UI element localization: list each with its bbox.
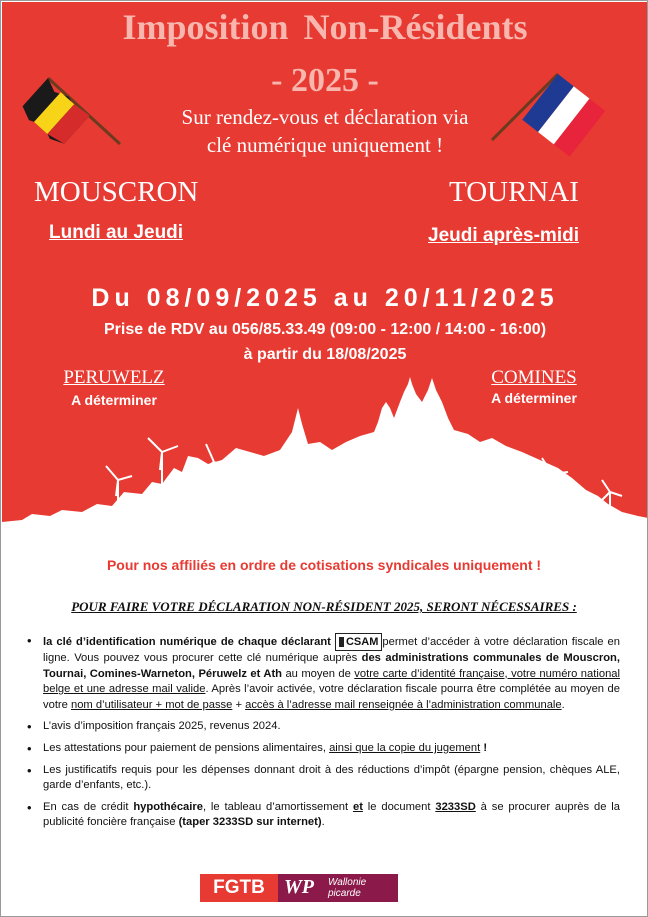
peruwelz-status: A déterminer	[71, 392, 157, 408]
list-item	[25, 741, 620, 757]
city-tournai: TOURNAI	[449, 176, 579, 208]
csam-text-f: . Après l’avoir activée, votre déclaration fiscale pourra être complétée au moyen de votre	[43, 683, 620, 711]
mouscron-days: Lundi au Jeudi	[49, 222, 184, 243]
subtitle-line-1: Sur rendez-vous et déclaration via	[181, 105, 469, 129]
tournai-days: Jeudi après-midi	[428, 225, 579, 246]
list-item	[25, 800, 620, 831]
alimony-a: Les attestations pour paiement de pensions alimentaires,	[43, 741, 330, 754]
mortgage-g: à se procurer auprès de la publicité foncière française	[43, 800, 620, 829]
mortgage-h: (taper 3233SD sur internet)	[178, 816, 322, 829]
fgtb-wallonie-picarde-logo	[200, 874, 398, 902]
list-item	[25, 633, 620, 713]
mortgage-i: .	[321, 816, 325, 829]
wp-line-1: Wallonie	[328, 877, 367, 888]
period-dates: Du 08/09/2025 au 20/11/2025	[91, 284, 559, 312]
tax-notice: L’avis d’imposition français 2025, revenus 2024.	[43, 720, 281, 733]
french-flag-icon	[486, 70, 616, 170]
id-requirements: votre carte d’identité française, votre numéro national belge et une adresse mail valide	[43, 667, 620, 696]
deductions: Les justificatifs requis pour les dépenses donnant droit à des réductions d’impôt (épargne pension, chèques ALE, garde d’enfants, etc.).	[43, 763, 620, 792]
year-label: - 2025 -	[271, 62, 379, 99]
mortgage-e: le document	[362, 800, 436, 813]
wp-mark: WP	[284, 876, 314, 898]
csam-text-d: au moyen de	[282, 667, 355, 680]
mortgage-f: 3233SD	[435, 800, 476, 813]
city-peruwelz: PERUWELZ	[63, 367, 165, 388]
mortgage-b: hypothécaire	[133, 800, 203, 813]
csam-text-j: .	[561, 698, 565, 711]
requirements-list	[25, 633, 620, 837]
credentials: nom d’utilisateur + mot de passe	[70, 698, 233, 711]
list-item	[25, 719, 620, 735]
belgian-flag-icon	[2, 72, 127, 152]
city-skyline-illustration	[2, 372, 648, 542]
csam-intro: la clé d’identification numérique de chaque déclarant	[43, 635, 331, 648]
list-item	[25, 763, 620, 794]
page-title: Imposition Non-Résidents	[122, 7, 528, 47]
requirements-heading: POUR FAIRE VOTRE DÉCLARATION NON-RÉSIDENT 2025, SERONT NÉCESSAIRES :	[71, 599, 577, 614]
mortgage-d: et	[352, 800, 363, 813]
email-access: accès à l’adresse mail renseignée à l’administration communale	[245, 698, 562, 711]
subtitle-line-2: clé numérique uniquement !	[206, 133, 444, 157]
appointment-start: à partir du 18/08/2025	[243, 346, 407, 363]
alimony-c: !	[480, 741, 488, 754]
fgtb-logo-text: FGTB	[200, 874, 278, 902]
csam-badge	[335, 633, 382, 651]
city-mouscron: MOUSCRON	[34, 176, 199, 208]
csam-text-h: +	[232, 698, 246, 711]
csam-label: CSAM	[345, 636, 379, 648]
red-header-panel	[2, 2, 648, 542]
csam-text-b: permet d’accéder à votre déclaration fiscale en ligne. Vous pouvez vous procurer cette clé numérique auprès	[43, 635, 620, 664]
alimony-b: ainsi que la copie du jugement	[329, 741, 481, 754]
municipalities: des administrations communales de Mouscron, Tournai, Comines-Warneton, Péruwelz et Ath	[43, 652, 620, 680]
appointment-phone: Prise de RDV au 056/85.33.49 (09:00 - 12:00 / 14:00 - 16:00)	[103, 321, 547, 338]
comines-status: A déterminer	[491, 390, 577, 406]
city-comines: COMINES	[491, 367, 577, 388]
wp-text	[328, 877, 366, 899]
csam-flag-icon	[339, 637, 344, 647]
mortgage-a: En cas de crédit	[43, 800, 134, 813]
affiliates-note: Pour nos affiliés en ordre de cotisations syndicales uniquement !	[106, 557, 542, 573]
mortgage-c: , le tableau d’amortissement	[202, 800, 353, 813]
wallonie-picarde-logo	[278, 874, 398, 902]
wp-line-2: picarde	[328, 888, 361, 899]
